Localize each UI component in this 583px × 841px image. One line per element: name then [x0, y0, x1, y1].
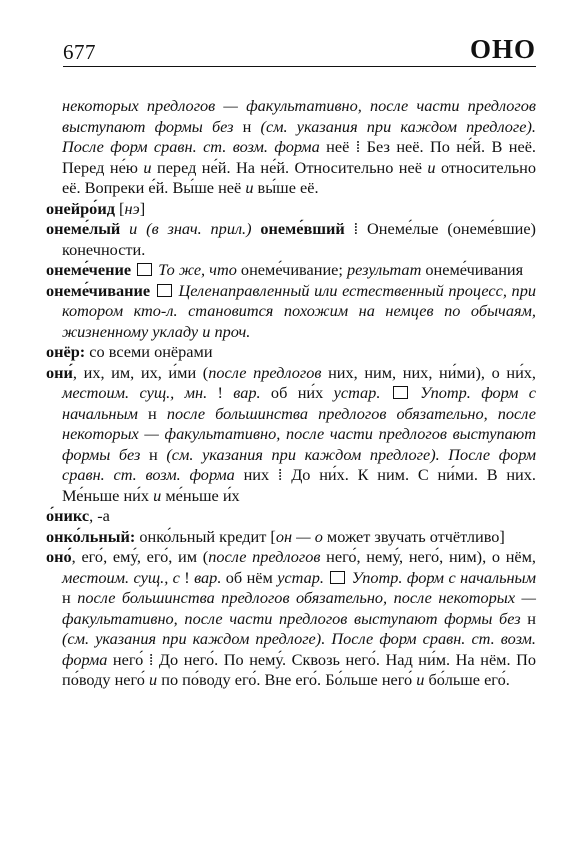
- square-symbol-icon: [330, 571, 345, 584]
- headword: оно́: [46, 547, 72, 566]
- entry-continuation: некоторых предлогов — факультативно, после части предлогов выступают формы без н (см. указания при каждом предлоге). После форм сравн. ст. возм. форма неё ⁞ Без неё. По не́й. В неё. Перед не́ю и перед не́й. На не́й. Относительно неё и относительно её. Вопреки е́й. Вы́ше неё и вы́ше её.: [62, 96, 536, 197]
- headword: они́: [46, 362, 73, 382]
- entry-onemelyi: онеме́лый и (в знач. прил.) онеме́вший ⁞ Онеме́лые (онеме́вшие) конечности.: [46, 219, 536, 259]
- headword: о́никс: [46, 506, 90, 525]
- header-rule: [63, 66, 536, 67]
- running-head-word: ОНО: [469, 34, 536, 64]
- entry-onemechenie: онеме́чение То же, что онеме́чивание; результат онеме́чивания: [46, 260, 524, 279]
- entry-ono: оно́, его́, ему́, его́, им (после предлогов него́, нему́, него́, ним), о нём, местоим. сущ., с ! вар. об нём устар. Употр. форм с начальным н после большинства предлогов обязательно, после некоторых — факультативно, после части предлогов выступают формы без н (см. указания при каждом предлоге). После форм сравн. ст. возм. форма него́ ⁞ До него́. По нему́. Сквозь него́. Над ни́м. На нём. По по́воду него́ и по по́воду его́. Вне его́. Бо́льше него́ и бо́льше его́.: [46, 547, 537, 689]
- entry-oner: онёр: со всеми онёрами: [46, 342, 213, 361]
- headword: онейро́ид: [46, 198, 115, 218]
- square-symbol-icon: [393, 386, 408, 399]
- entry-onkolnyi: онко́льный: онко́льный кредит [он — о может звучать отчётливо]: [46, 526, 505, 546]
- headword: онёр:: [46, 342, 86, 361]
- headword: онеме́лый: [46, 219, 121, 238]
- page-number: 677: [63, 40, 96, 64]
- page-header: [63, 30, 536, 70]
- headword: онеме́чение: [46, 260, 132, 279]
- headword: онко́льный:: [46, 526, 136, 546]
- entry-oni: они́, их, им, их, и́ми (после предлогов них, ним, них, ни́ми), о ни́х, местоим. сущ., мн. ! вар. об ни́х устар. Употр. форм с начальным н после большинства предлогов обязательно, после некоторых — факультативно, после части предлогов выступают формы без н (см. указания при каждом предлоге). После форм сравн. ст. возм. форма них ⁞ До ни́х. К ним. С ни́ми. В них. Ме́ньше ни́х и ме́ньше и́х: [46, 362, 536, 505]
- headword: онеме́чивание: [46, 280, 151, 300]
- dictionary-content: [46, 96, 536, 691]
- entry-oneiroid: онейро́ид [нэ]: [46, 198, 146, 218]
- entry-oniks: о́никс, -а: [46, 506, 110, 525]
- square-symbol-icon: [137, 263, 152, 276]
- entry-onemechivanie: онеме́чивание Целенаправленный или естественный процесс, при котором кто-л. становится похожим на немцев по обычаям, жизненному укладу и проч.: [46, 280, 536, 341]
- square-symbol-icon: [157, 284, 172, 297]
